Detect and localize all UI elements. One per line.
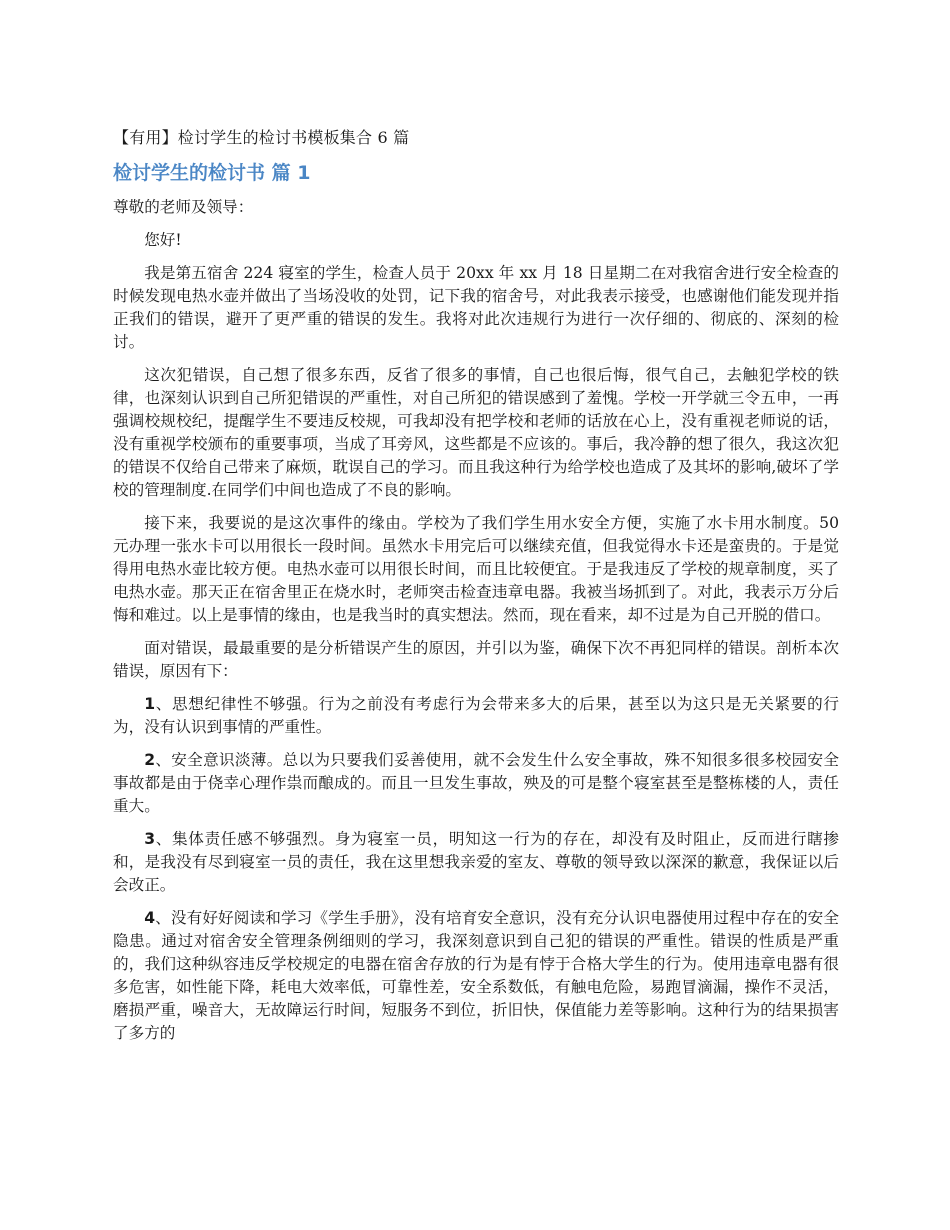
reason-number: 1 [144,695,156,713]
reason-number: 3 [144,830,156,848]
section-heading: 检讨学生的检讨书 篇 1 [113,162,311,184]
document-title: 【有用】检讨学生的检讨书模板集合 6 篇 [113,128,410,147]
paragraph: 接下来，我要说的是这次事件的缘由。学校为了我们学生用水安全方便，实施了水卡用水制度。50 元办理一张水卡可以用很长一段时间。虽然水卡用完后可以继续充值，但我觉得水卡还是蛮贵的。于是觉得用电热水壶比较方便。电热水壶可以用很长时间，而且比较便宜。于是我违反了学校的规章制度，买了电热水壶。那天正在宿舍里正在烧水时，老师突击检查违章电器。我被当场抓到了。对此，我表示万分后悔和难过。以上是事情的缘由，也是我当时的真实想法。然而，现在看来，却不过是为自己开脱的借口。 [113,514,839,624]
reason-item [113,693,839,739]
document-page [113,126,839,1055]
paragraph: 这次犯错误，自己想了很多东西，反省了很多的事情，自己也很后悔，很气自己，去触犯学校的铁律，也深刻认识到自己所犯错误的严重性，对自己所犯的错误感到了羞愧。学校一开学就三令五申，一再强调校规校纪，提醒学生不要违反校规，可我却没有把学校和老师的话放在心上，没有重视老师说的话，没有重视学校颁布的重要事项，当成了耳旁风，这些都是不应该的。事后，我冷静的想了很久，我这次犯的错误不仅给自己带来了麻烦，耽误自己的学习。而且我这种行为给学校也造成了及其坏的影响,破坏了学校的管理制度.在同学们中间也造成了不良的影响。 [113,366,839,499]
reason-text: 、集体责任感不够强烈。身为寝室一员，明知这一行为的存在，却没有及时阻止，反而进行瞎掺和，是我没有尽到寝室一员的责任，我在这里想我亲爱的室友、尊敬的领导致以深深的歉意，我保证以后会改正。 [113,830,839,894]
paragraph: 面对错误，最最重要的是分析错误产生的原因，并引以为鉴，确保下次不再犯同样的错误。剖析本次错误，原因有下： [113,639,839,680]
paragraph: 我是第五宿舍 224 寝室的学生，检查人员于 20xx 年 xx 月 18 日星期二在对我宿舍进行安全检查的时候发现电热水壶并做出了当场没收的处罚，记下我的宿舍号，对此我表示接受，也感谢他们能发现并指正我们的错误，避开了更严重的错误的发生。我将对此次违规行为进行一次仔细的、彻底的、深刻的检讨。 [113,264,839,351]
greeting: 您好! [144,231,182,249]
reason-number: 4 [144,909,156,927]
salutation: 尊敬的老师及领导： [113,198,254,216]
reason-item [113,749,839,818]
reason-text: 、思想纪律性不够强。行为之前没有考虑行为会带来多大的后果，甚至以为这只是无关紧要的行为，没有认识到事情的严重性。 [113,695,839,736]
reason-text: 、没有好好阅读和学习《学生手册》，没有培育安全意识，没有充分认识电器使用过程中存在的安全隐患。通过对宿舍安全管理条例细则的学习，我深刻意识到自己犯的错误的严重性。错误的性质是严重的，我们这种纵容违反学校规定的电器在宿舍存放的行为是有悖于合格大学生的行为。使用违章电器有很多危害，如性能下降，耗电大效率低，可靠性差，安全系数低，有触电危险，易跑冒滴漏，操作不灵活，磨损严重，噪音大，无故障运行时间，短服务不到位，折旧快，保值能力差等影响。这种行为的结果损害了多方的 [113,909,839,1042]
reason-item [113,828,839,897]
reason-item [113,907,839,1045]
reason-text: 、安全意识淡薄。总以为只要我们妥善使用，就不会发生什么安全事故，殊不知很多很多校园安全事故都是由于侥幸心理作祟而酿成的。而且一旦发生事故，殃及的可是整个寝室甚至是整栋楼的人，责任重大。 [113,751,839,815]
reason-number: 2 [144,751,156,769]
